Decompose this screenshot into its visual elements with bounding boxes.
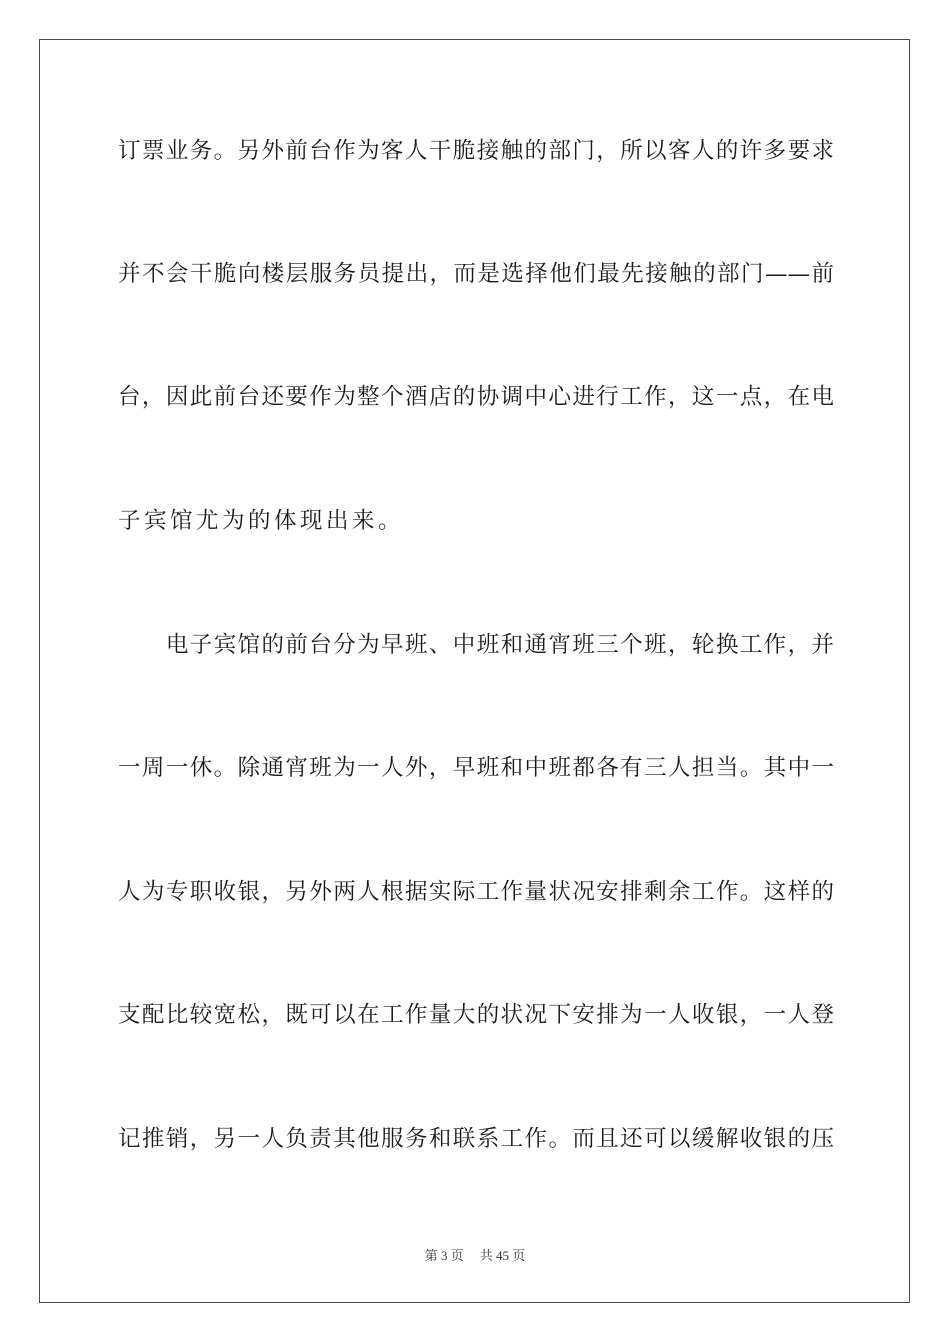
text-line-8: 支配比较宽松，既可以在工作量大的状况下安排为一人收银，一人登	[118, 1002, 834, 1028]
text-line-5: 电子宾馆的前台分为早班、中班和通宵班三个班，轮换工作，并	[118, 632, 834, 658]
page-border	[39, 39, 910, 1303]
text-line-9: 记推销，另一人负责其他服务和联系工作。而且还可以缓解收银的压	[118, 1126, 834, 1152]
text-line-2: 并不会干脆向楼层服务员提出，而是选择他们最先接触的部门——前	[118, 261, 834, 287]
page-total: 共 45 页	[479, 1248, 526, 1263]
text-line-3: 台，因此前台还要作为整个酒店的协调中心进行工作，这一点，在电	[118, 384, 834, 410]
page-number: 第 3 页	[424, 1248, 464, 1263]
text-line-4: 子宾馆尤为的体现出来。	[118, 508, 405, 534]
text-line-1: 订票业务。另外前台作为客人干脆接触的部门，所以客人的许多要求	[118, 138, 834, 164]
text-line-6: 一周一休。除通宵班为一人外，早班和中班都各有三人担当。其中一	[118, 755, 834, 781]
page-footer	[0, 1245, 950, 1264]
text-line-7: 人为专职收银，另外两人根据实际工作量状况安排剩余工作。这样的	[118, 879, 834, 905]
